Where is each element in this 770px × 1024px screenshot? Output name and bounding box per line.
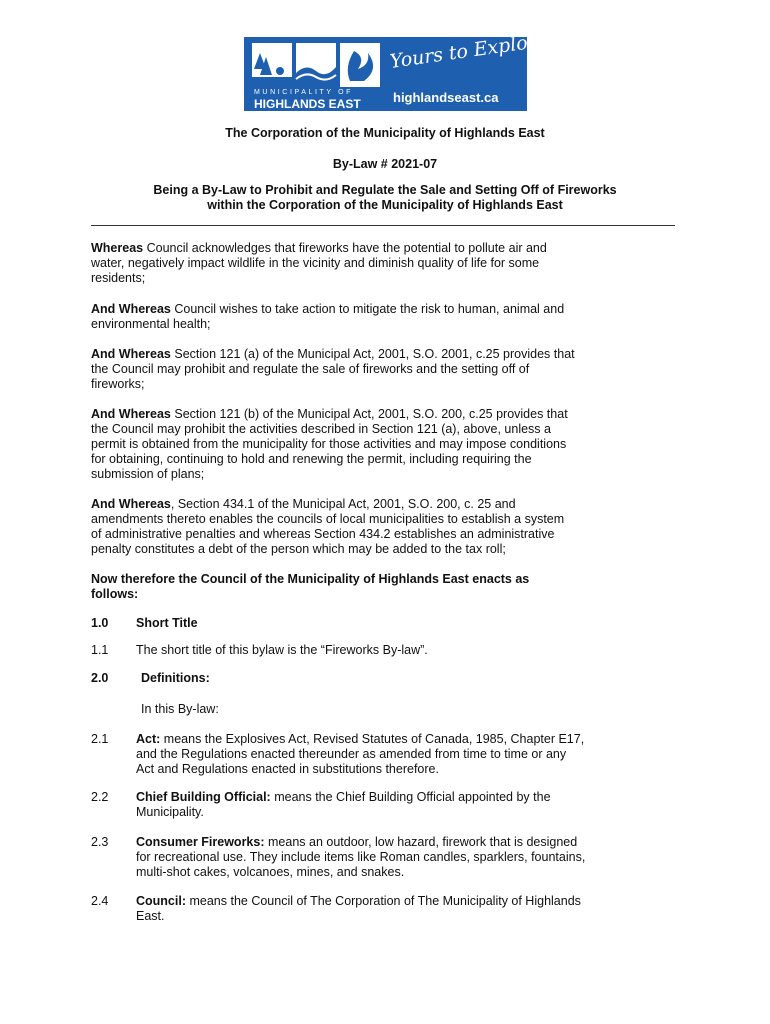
section-title-short-title: Short Title	[136, 616, 198, 630]
definition-act: Act: means the Explosives Act, Revised Statutes of Canada, 1985, Chapter E17, and the Regulations enacted thereunder as amended from time to time or any Act and Regulations enacted in substitutions therefore.	[136, 732, 585, 776]
definition-consumer-fireworks: Consumer Fireworks: means an outdoor, low hazard, firework that is designed for recreational use. They include items like Roman candles, sparklers, fountains, multi-shot cakes, volcanoes, mines, and snakes.	[136, 835, 586, 879]
short-title-text: The short title of this bylaw is the “Fireworks By-law”.	[136, 643, 428, 657]
logo-highlands-east: HIGHLANDS EAST	[254, 97, 361, 111]
whereas-lead: And Whereas	[91, 302, 171, 316]
tree-icon	[252, 43, 292, 87]
corporation-heading: The Corporation of the Municipality of Highlands East	[225, 126, 545, 140]
section-title-definitions: Definitions:	[141, 671, 210, 685]
municipality-logo	[244, 28, 550, 111]
section-number: 1.1	[91, 643, 109, 657]
logo-tagline: Yours to Explore	[388, 28, 550, 73]
section-number: 1.0	[91, 616, 109, 630]
section-number: 2.2	[91, 790, 109, 804]
trees-panel	[252, 43, 292, 87]
bylaw-title-line-1: Being a By-Law to Prohibit and Regulate the Sale and Setting Off of Fireworks	[153, 183, 617, 197]
wave-icon	[296, 43, 336, 87]
section-number: 2.0	[91, 671, 109, 685]
enactment-clause: Now therefore the Council of the Municipality of Highlands East enacts as follows:	[91, 572, 530, 601]
section-number: 2.1	[91, 732, 109, 746]
flame-panel	[340, 43, 380, 87]
whereas-lead: And Whereas	[91, 497, 171, 511]
logo-municipality-of: MUNICIPALITY OF	[254, 89, 354, 96]
section-number: 2.3	[91, 835, 109, 849]
bylaw-number: By-Law # 2021-07	[332, 157, 438, 171]
whereas-lead: And Whereas	[91, 407, 171, 421]
whereas-clause-1: Whereas Council acknowledges that fireworks have the potential to pollute air and water, negatively impact wildlife in the vicinity and diminish quality of life for some residents;	[91, 241, 547, 285]
flame-icon	[340, 43, 380, 87]
bylaw-title-line-2: within the Corporation of the Municipality of Highlands East	[207, 198, 563, 212]
section-number: 2.4	[91, 894, 109, 908]
definition-chief-building-official: Chief Building Official: means the Chief Building Official appointed by the Municipality.	[136, 790, 551, 819]
logo-website: highlandseast.ca	[393, 90, 499, 105]
title-divider	[91, 225, 675, 226]
whereas-clause-4: And Whereas Section 121 (b) of the Municipal Act, 2001, S.O. 200, c.25 provides that the Council may prohibit the activities described in Section 121 (a), above, unless a permit is obtained from the municipality for those activities and may impose conditions for obtaining, continuing to hold and renewing the permit, including requiring the submission of plans;	[91, 407, 568, 481]
whereas-clause-2: And Whereas Council wishes to take action to mitigate the risk to human, animal and environmental health;	[91, 302, 565, 331]
definition-council: Council: means the Council of The Corporation of The Municipality of Highlands East.	[136, 894, 581, 923]
whereas-lead: And Whereas	[91, 347, 171, 361]
definitions-intro: In this By-law:	[141, 702, 219, 716]
wave-panel	[296, 43, 336, 87]
whereas-clause-3: And Whereas Section 121 (a) of the Municipal Act, 2001, S.O. 2001, c.25 provides that the Council may prohibit and regulate the sale of fireworks and the setting off of fireworks;	[91, 347, 575, 391]
whereas-lead: Whereas	[91, 241, 144, 255]
whereas-clause-5: And Whereas, Section 434.1 of the Municipal Act, 2001, S.O. 200, c. 25 and amendments thereto enables the councils of local municipalities to establish a system of administrative penalties and whereas Section 434.2 establishes an administrative penalty constitutes a debt of the person which may be added to the tax roll;	[91, 497, 565, 556]
